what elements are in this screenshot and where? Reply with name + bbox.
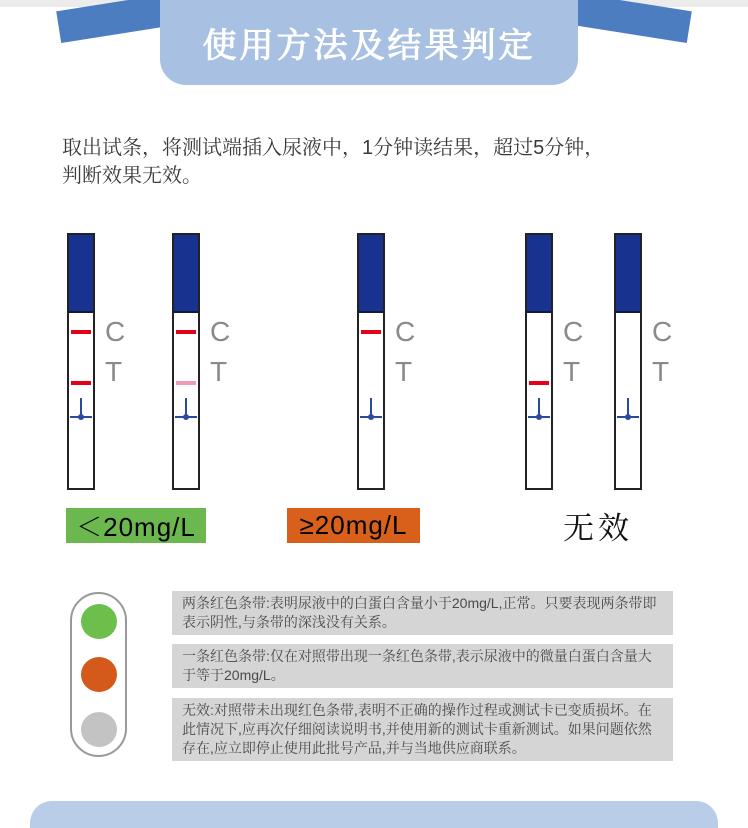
test-strip-negative-two-lines xyxy=(67,233,95,490)
strip-letter-t: T xyxy=(652,356,670,387)
control-line xyxy=(361,330,381,334)
strip-letter-c: C xyxy=(563,316,584,347)
strip-letter-t: T xyxy=(105,356,123,387)
info-box-invalid: 无效:对照带未出现红色条带,表明不正确的操作过程或测试卡已变质损坏。在此情况下,应再次仔细阅读说明书,并使用新的测试卡重新测试。如果问题依然存在,应立即停止使用此批号产品,并与当地供应商联系。 xyxy=(172,698,673,761)
control-line xyxy=(176,330,196,334)
test-line xyxy=(529,381,549,385)
next-section-ribbon xyxy=(30,801,718,828)
max-line-dot xyxy=(78,414,84,420)
result-label-invalid: 无效 xyxy=(563,510,633,546)
max-line-dot xyxy=(183,414,189,420)
test-strip-invalid-t-only xyxy=(525,233,553,490)
test-line xyxy=(71,381,91,385)
test-strip-negative-faint-t xyxy=(172,233,200,490)
strip-letter-t: T xyxy=(210,356,228,387)
max-line-dot xyxy=(368,414,374,420)
instruction-line-1: 取出试条，将测试端插入尿液中，1分钟读结果，超过5分钟， xyxy=(62,137,605,159)
result-label-positive: ≥20mg/L xyxy=(287,508,420,543)
header-ribbon xyxy=(160,0,578,85)
test-line xyxy=(176,381,196,385)
strip-letter-t: T xyxy=(563,356,581,387)
gray-dot-icon xyxy=(81,712,117,747)
page-title: 使用方法及结果判定 xyxy=(202,27,536,65)
result-label-negative: ＜20mg/L xyxy=(66,508,206,543)
strip-letter-c: C xyxy=(395,316,416,347)
sample-pad xyxy=(69,235,93,313)
strip-letter-c: C xyxy=(210,316,231,347)
sample-pad xyxy=(359,235,383,313)
strip-letter-c: C xyxy=(652,316,673,347)
sample-pad xyxy=(616,235,640,313)
info-box-negative: 两条红色条带:表明尿液中的白蛋白含量小于20mg/L,正常。只要表现两条带即表示阴性,与条带的深浅没有关系。 xyxy=(172,591,673,635)
strip-letter-c: C xyxy=(105,316,126,347)
max-line-dot xyxy=(536,414,542,420)
instruction-line-2: 判断效果无效。 xyxy=(62,165,202,187)
sample-pad xyxy=(174,235,198,313)
info-box-positive: 一条红色条带:仅在对照带出现一条红色条带,表示尿液中的微量白蛋白含量大于等于20mg/L。 xyxy=(172,644,673,688)
green-dot-icon xyxy=(81,604,117,639)
traffic-light-legend xyxy=(70,592,127,757)
max-line-dot xyxy=(625,414,631,420)
control-line xyxy=(71,330,91,334)
test-strip-positive-c-only xyxy=(357,233,385,490)
sample-pad xyxy=(527,235,551,313)
test-strip-invalid-blank xyxy=(614,233,642,490)
usage-instructions xyxy=(62,134,604,190)
strip-letter-t: T xyxy=(395,356,413,387)
orange-dot-icon xyxy=(81,657,117,692)
